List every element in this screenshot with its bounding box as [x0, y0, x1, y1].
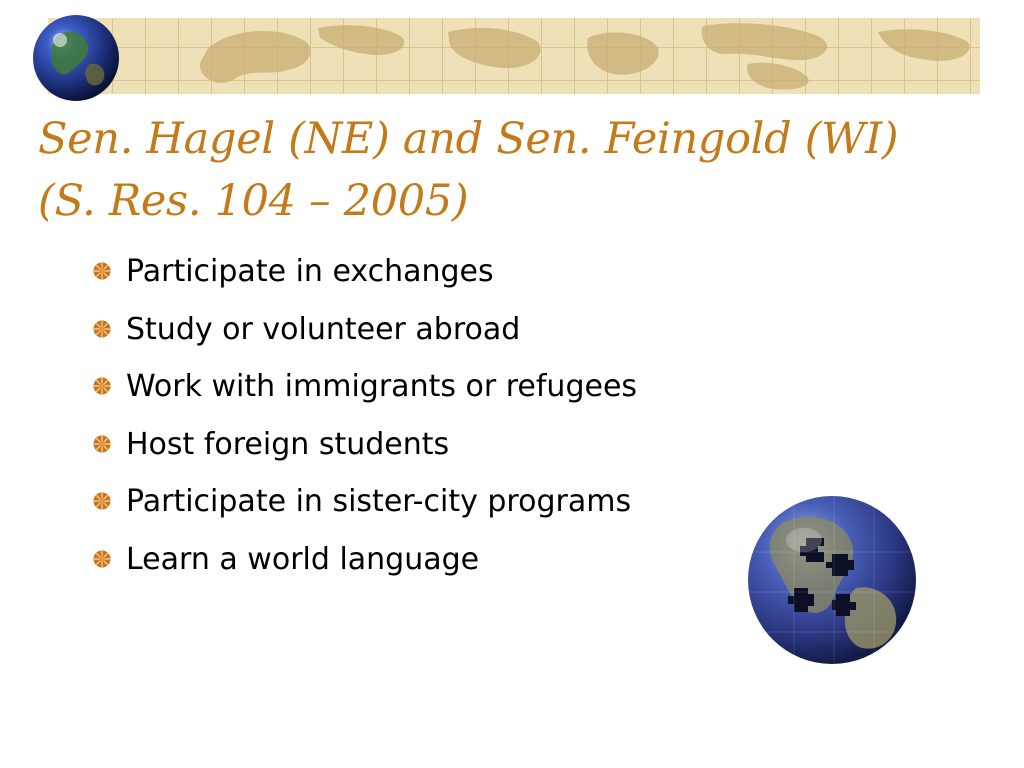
sun-bullet-icon [92, 549, 112, 569]
globe-icon [30, 12, 122, 104]
sun-bullet-icon [92, 491, 112, 511]
list-item [92, 365, 637, 423]
sun-bullet-icon [92, 261, 112, 281]
world-map-icon [48, 18, 980, 94]
bullet-text: Study or volunteer abroad [126, 311, 521, 347]
sun-bullet-icon [92, 319, 112, 339]
list-item [92, 538, 637, 596]
bullet-list [92, 250, 637, 595]
list-item [92, 423, 637, 481]
bullet-text: Learn a world language [126, 541, 480, 577]
sun-bullet-icon [92, 376, 112, 396]
title-line-2: (S. Res. 104 – 2005) [38, 176, 469, 226]
title-line-1: Sen. Hagel (NE) and Sen. Feingold (WI) [38, 114, 899, 164]
list-item [92, 250, 637, 308]
list-item [92, 480, 637, 538]
list-item [92, 308, 637, 366]
bullet-text: Participate in sister-city programs [126, 484, 632, 519]
slide-title [38, 108, 998, 232]
puzzle-globe-icon [744, 492, 920, 668]
bullet-text: Participate in exchanges [126, 254, 494, 289]
bullet-text: Work with immigrants or refugees [126, 369, 638, 404]
map-banner [48, 18, 980, 94]
bullet-text: Host foreign students [126, 426, 450, 462]
sun-bullet-icon [92, 434, 112, 454]
